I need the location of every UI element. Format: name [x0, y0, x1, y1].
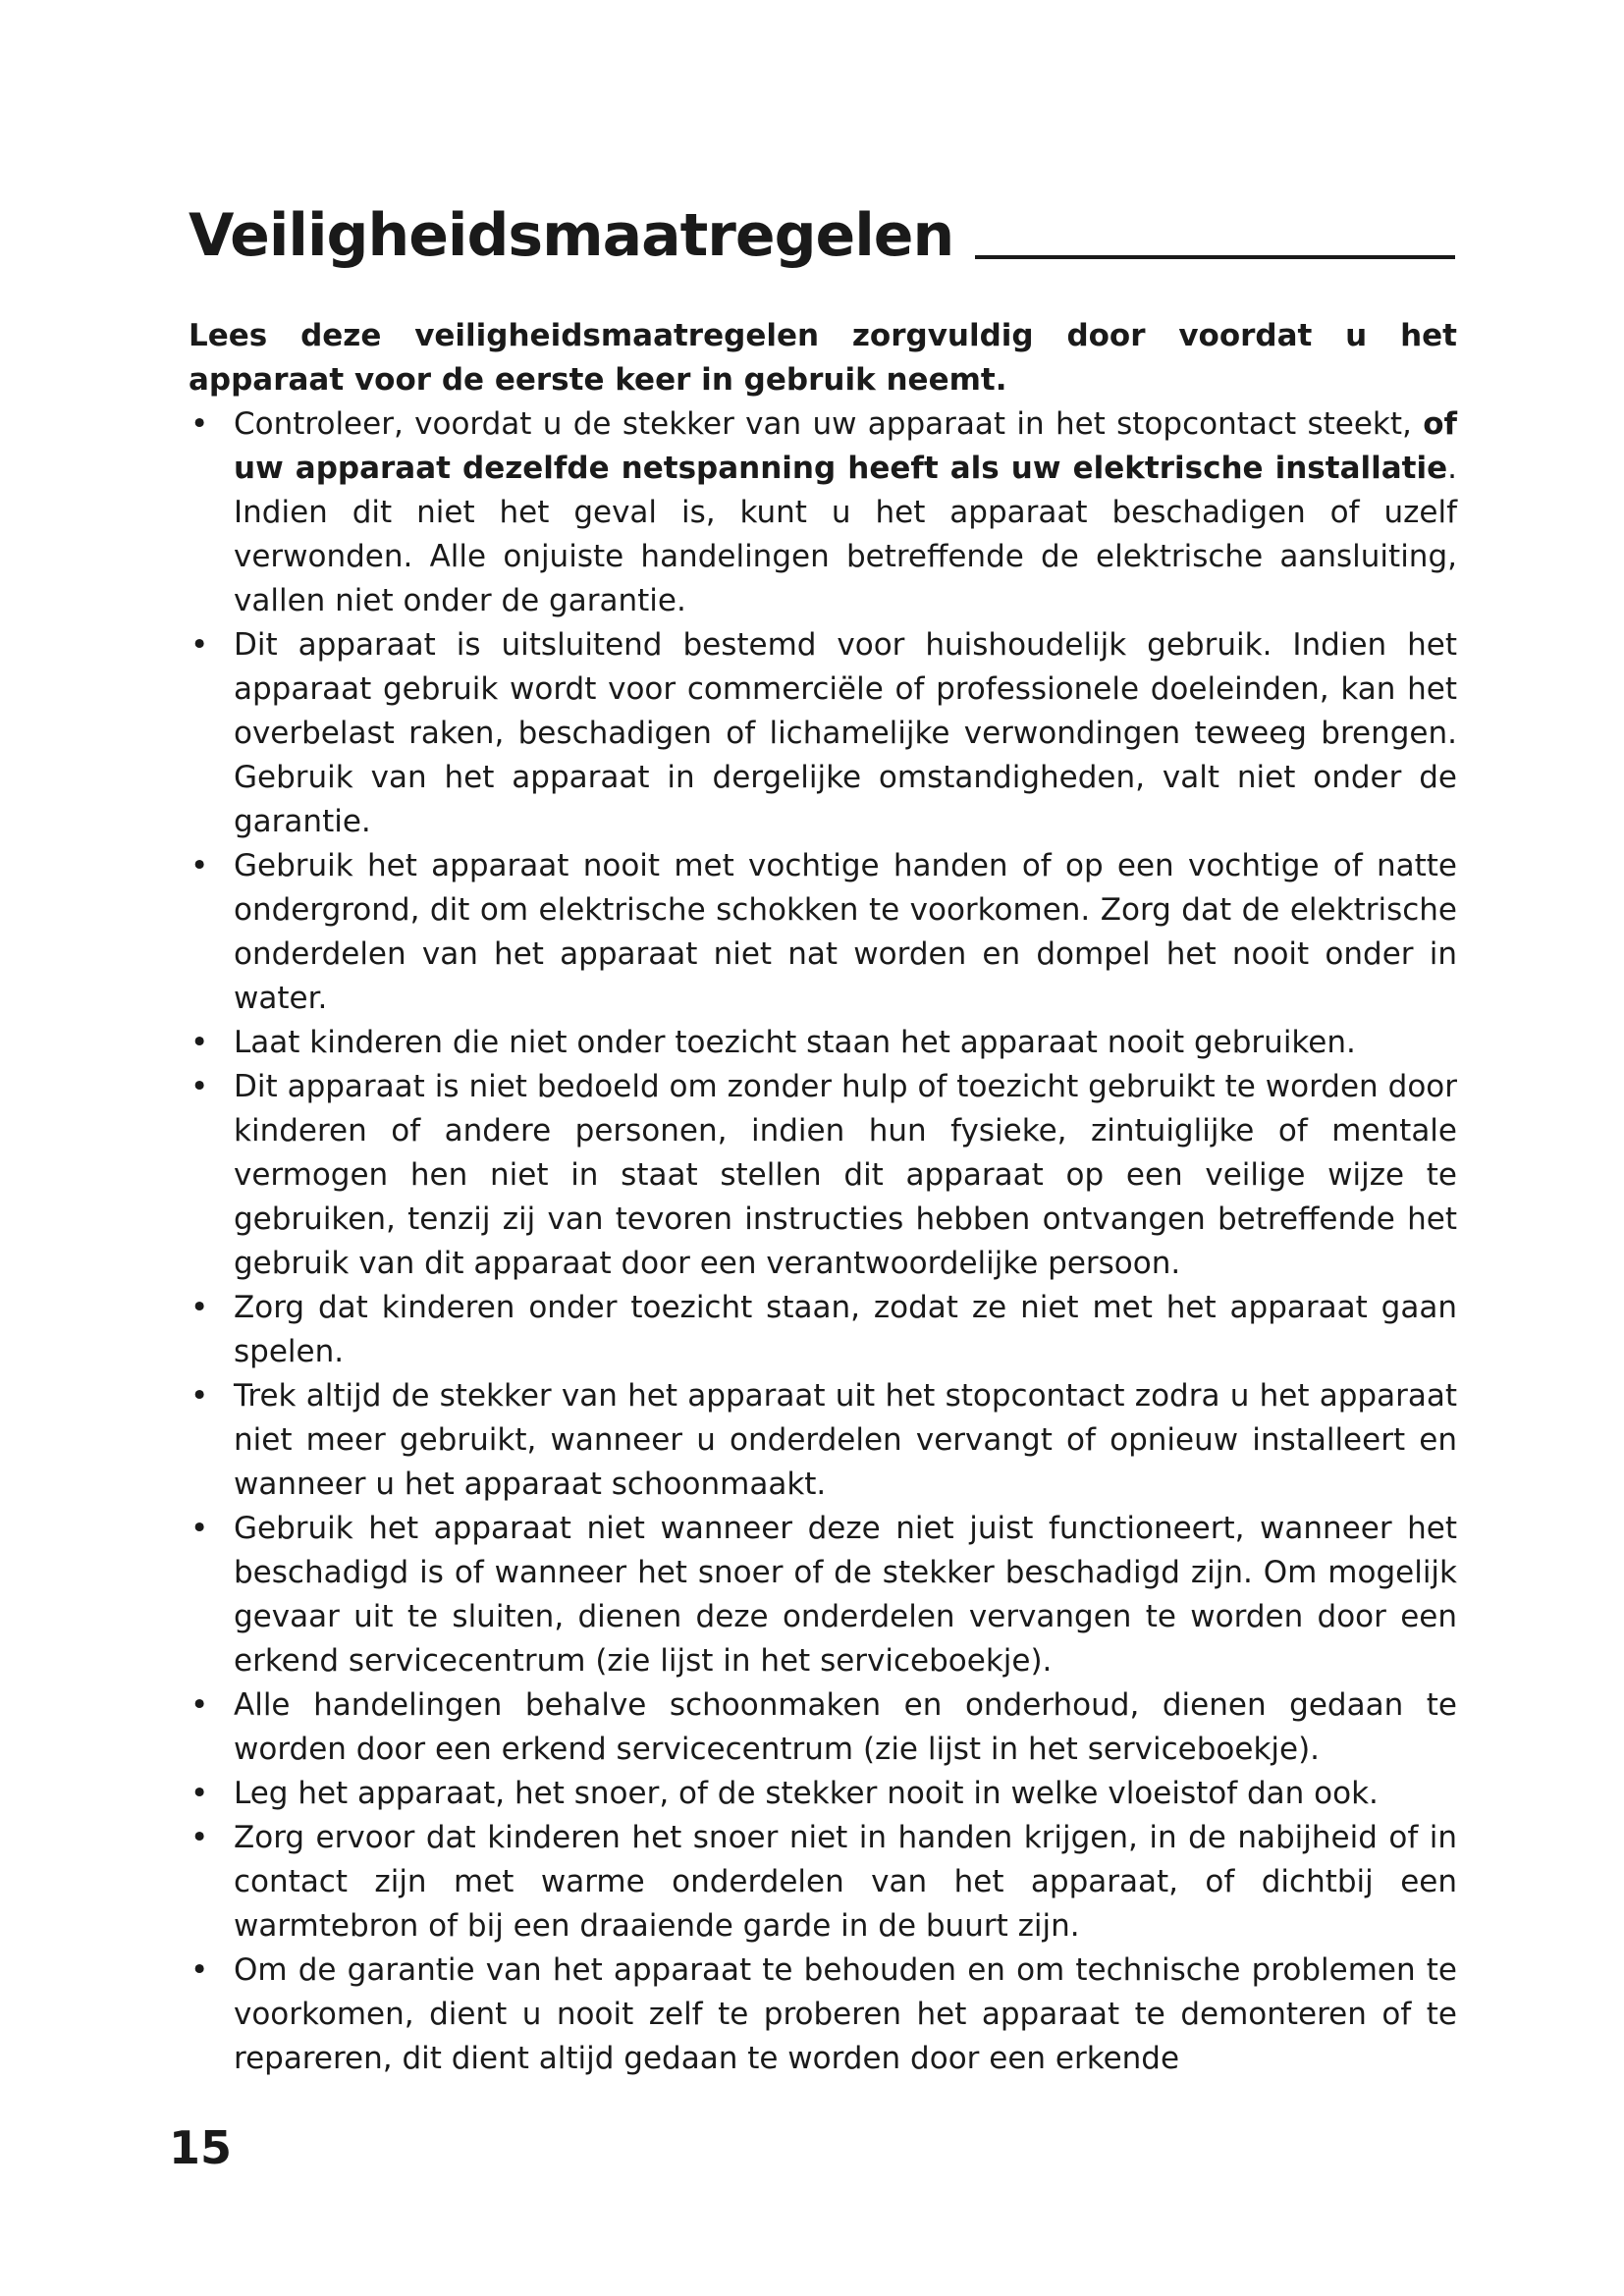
safety-content — [189, 314, 1457, 2081]
safety-list — [189, 402, 1457, 2081]
page-title: Veiligheidsmaatregelen — [189, 201, 954, 270]
list-item: • Alle handelingen behalve schoonmaken en onderhoud, dienen gedaan te worden door een erkend servicecentrum (zie lijst in het serviceboekje). — [189, 1683, 1457, 1772]
list-item — [189, 402, 1457, 623]
bullet-text-pre: Controleer, voordat u de stekker van uw apparaat in het stopcontact steekt, — [234, 406, 1424, 442]
list-item: • Laat kinderen die niet onder toezicht staan het apparaat nooit gebruiken. — [189, 1021, 1457, 1065]
list-item: • Zorg dat kinderen onder toezicht staan, zodat ze niet met het apparaat gaan spelen. — [189, 1286, 1457, 1374]
list-item: • Zorg ervoor dat kinderen het snoer niet in handen krijgen, in de nabijheid of in contact zijn met warme onderdelen van het apparaat, of dichtbij een warmtebron of bij een draaiende garde in de buurt zijn. — [189, 1816, 1457, 1949]
title-underline-rule — [975, 255, 1455, 259]
page-number: 15 — [169, 2121, 233, 2174]
bullet-text-bold: of uw apparaat dezelfde netspanning heeft als uw elektrische installatie — [234, 406, 1457, 486]
list-item: • Om de garantie van het apparaat te behouden en om technische problemen te voorkomen, dient u nooit zelf te proberen het apparaat te demonteren of te repareren, dit dient altijd gedaan te worden door een erkende — [189, 1949, 1457, 2081]
list-item: • Trek altijd de stekker van het apparaat uit het stopcontact zodra u het apparaat niet meer gebruikt, wanneer u onderdelen vervangt of opnieuw installeert en wanneer u het apparaat schoonmaakt. — [189, 1374, 1457, 1507]
list-item: • Gebruik het apparaat niet wanneer deze niet juist functioneert, wanneer het beschadigd is of wanneer het snoer of de stekker beschadigd zijn. Om mogelijk gevaar uit te sluiten, dienen deze onderdelen vervangen te worden door een erkend servicecentrum (zie lijst in het serviceboekje). — [189, 1507, 1457, 1683]
bullet-text-post: . Indien dit niet het geval is, kunt u het apparaat beschadigen of uzelf verwonden. Alle onjuiste handelingen betreffende de elektrische aansluiting, vallen niet onder de garantie. — [234, 451, 1457, 618]
list-item: • Leg het apparaat, het snoer, of de stekker nooit in welke vloeistof dan ook. — [189, 1772, 1457, 1816]
list-item: • Gebruik het apparaat nooit met vochtige handen of op een vochtige of natte ondergrond, dit om elektrische schokken te voorkomen. Zorg dat de elektrische onderdelen van het apparaat niet nat worden en dompel het nooit onder in water. — [189, 844, 1457, 1021]
title-row — [189, 192, 1455, 271]
list-item: • Dit apparaat is uitsluitend bestemd voor huishoudelijk gebruik. Indien het apparaat gebruik wordt voor commerciële of professionele doeleinden, kan het overbelast raken, beschadigen of lichamelijke verwondingen teweeg brengen. Gebruik van het apparaat in dergelijke omstandigheden, valt niet onder de garantie. — [189, 623, 1457, 844]
intro-paragraph: Lees deze veiligheidsmaatregelen zorgvuldig door voordat u het apparaat voor de eerste keer in gebruik neemt. — [189, 318, 1457, 398]
list-item: • Dit apparaat is niet bedoeld om zonder hulp of toezicht gebruikt te worden door kinderen of andere personen, indien hun fysieke, zintuiglijke of mentale vermogen hen niet in staat stellen dit apparaat op een veilige wijze te gebruiken, tenzij zij van tevoren instructies hebben ontvangen betreffende het gebruik van dit apparaat door een verantwoordelijke persoon. — [189, 1065, 1457, 1286]
